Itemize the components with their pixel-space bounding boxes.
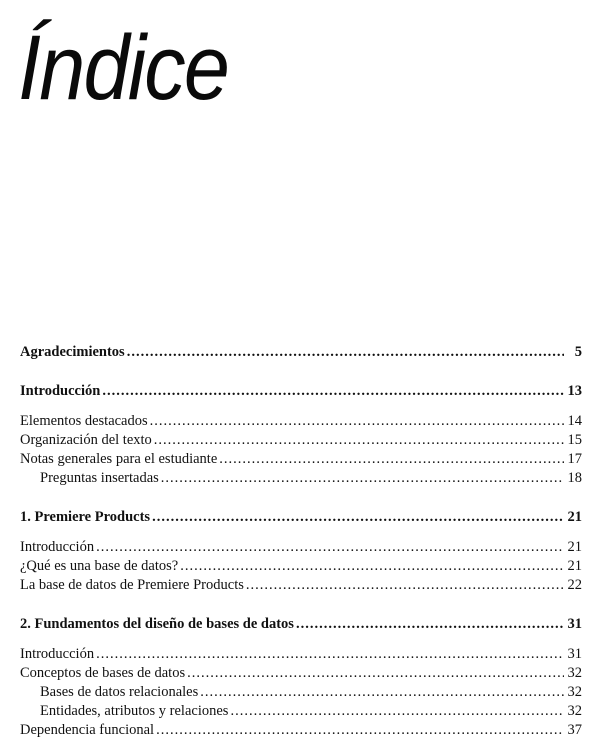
page-title: Índice [18,17,229,119]
dot-leader [96,646,564,663]
toc-entry-label: La base de datos de Premiere Products [20,577,244,593]
toc-entry-label: Introducción [20,383,101,399]
toc-entry-page: 32 [567,665,582,681]
dot-leader [156,722,564,739]
toc-entry-label: Preguntas insertadas [40,470,159,486]
toc-entry-page: 14 [567,413,582,429]
toc-entry-page: 32 [567,703,582,719]
toc-entry-introduccion-1[interactable] [20,539,582,558]
toc-entry-fundamentos-diseno[interactable] [20,616,582,635]
toc-entry-introduccion[interactable] [20,383,582,402]
dot-leader [154,432,564,449]
toc-entry-elementos-destacados[interactable] [20,413,582,432]
toc-entry-notas-generales[interactable] [20,451,582,470]
toc-entry-label: Organización del texto [20,432,152,448]
toc-entry-label: Entidades, atributos y relaciones [40,703,229,719]
toc-entry-page: 18 [567,470,582,486]
toc-entry-label: Bases de datos relacionales [40,684,199,700]
toc-entry-page: 21 [567,558,582,574]
toc-entry-page: 37 [567,722,582,738]
dot-leader [200,684,564,701]
toc-entry-page: 13 [567,383,582,399]
toc-entry-label: 2. Fundamentos del diseño de bases de datos [20,616,294,632]
dot-leader [161,470,564,487]
table-of-contents [20,344,582,741]
toc-entry-page: 5 [574,344,582,360]
toc-entry-base-datos-premiere[interactable] [20,577,582,596]
dot-leader [230,703,564,720]
dot-leader [180,558,564,575]
toc-entry-dependencia-funcional[interactable] [20,722,582,741]
dot-leader [96,539,564,556]
toc-entry-label: Introducción [20,539,95,555]
toc-entry-que-es-base-datos[interactable] [20,558,582,577]
toc-entry-page: 32 [567,684,582,700]
toc-entry-introduccion-2[interactable] [20,646,582,665]
toc-entry-premiere-products[interactable] [20,509,582,528]
toc-entry-page: 22 [567,577,582,593]
toc-entry-organizacion-texto[interactable] [20,432,582,451]
dot-leader [219,451,564,468]
dot-leader [150,413,564,430]
dot-leader [296,616,564,633]
toc-entry-page: 21 [567,509,582,525]
toc-entry-bases-datos-relacionales[interactable] [20,684,582,703]
toc-entry-page: 31 [567,616,582,632]
toc-entry-page: 17 [567,451,582,467]
toc-entry-conceptos-bases-datos[interactable] [20,665,582,684]
toc-entry-label: Dependencia funcional [20,722,155,738]
toc-entry-preguntas-insertadas[interactable] [20,470,582,489]
dot-leader [102,383,564,400]
dot-leader [246,577,564,594]
toc-entry-label: 1. Premiere Products [20,509,151,525]
toc-entry-page: 21 [567,539,582,555]
toc-entry-agradecimientos[interactable] [20,344,582,363]
toc-entry-label: Notas generales para el estudiante [20,451,218,467]
toc-entry-entidades-atributos[interactable] [20,703,582,722]
toc-entry-label: ¿Qué es una base de datos? [20,558,179,574]
toc-entry-label: Elementos destacados [20,413,148,429]
toc-entry-label: Introducción [20,646,95,662]
dot-leader [187,665,564,682]
toc-entry-page: 15 [567,432,582,448]
toc-entry-label: Conceptos de bases de datos [20,665,186,681]
dot-leader [152,509,564,526]
toc-entry-label: Agradecimientos [20,344,125,360]
dot-leader [127,344,564,361]
toc-entry-page: 31 [567,646,582,662]
